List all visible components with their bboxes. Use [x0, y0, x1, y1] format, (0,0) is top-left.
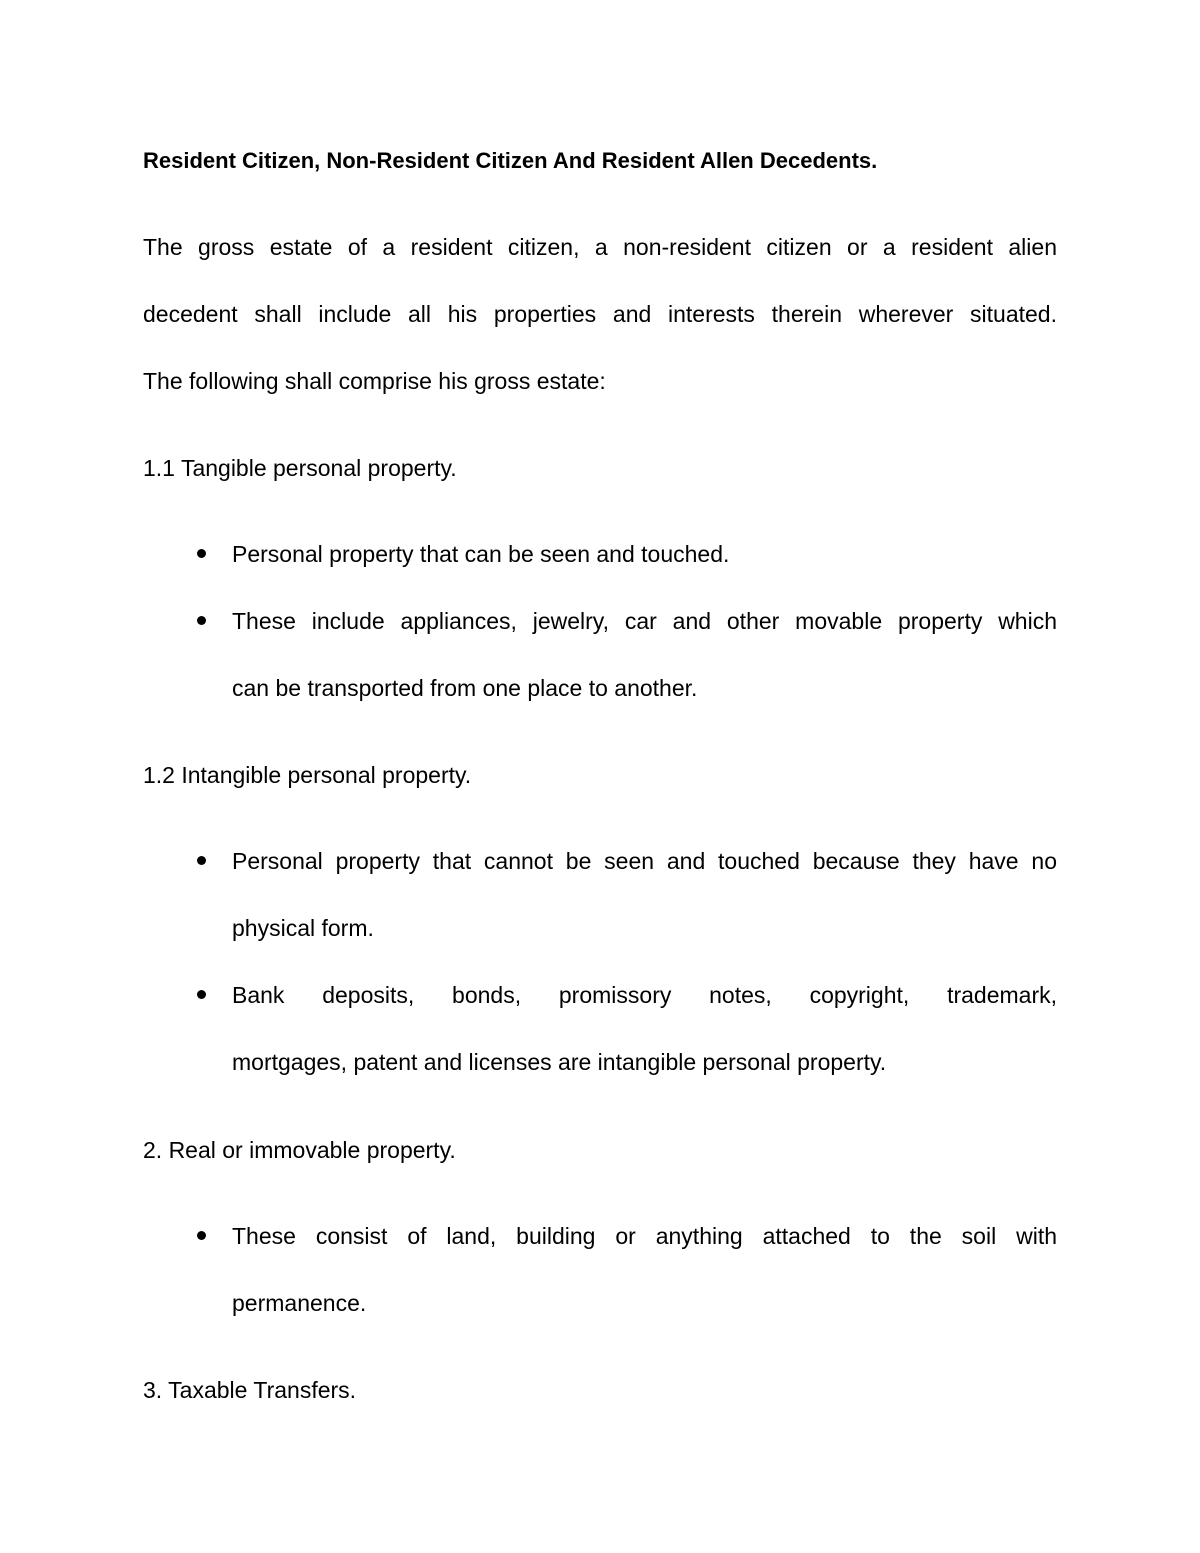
bullet-text-continuation: can be transported from one place to another. [232, 675, 698, 701]
intro-line-2: decedent shall include all his properties and interests therein wherever situated. [143, 301, 1057, 327]
bullet-icon [197, 1231, 206, 1240]
document-title: Resident Citizen, Non-Resident Citizen And Resident Allen Decedents. [143, 148, 878, 173]
bullet-text-continuation: mortgages, patent and licenses are intangible personal property. [232, 1049, 887, 1075]
bullet-icon [197, 856, 206, 865]
bullet-icon [197, 616, 206, 625]
bullet-text: These consist of land, building or anything attached to the soil with [232, 1223, 1057, 1249]
intro-line-3: The following shall comprise his gross estate: [143, 368, 606, 394]
section-heading-2: 2. Real or immovable property. [143, 1137, 456, 1163]
intro-line-1: The gross estate of a resident citizen, a non-resident citizen or a resident alien [143, 234, 1057, 260]
bullet-icon [197, 549, 206, 558]
bullet-text: These include appliances, jewelry, car and other movable property which [232, 608, 1057, 634]
section-heading-3: 3. Taxable Transfers. [143, 1377, 357, 1403]
section-heading-1-1: 1.1 Tangible personal property. [143, 455, 457, 481]
section-heading-1-2: 1.2 Intangible personal property. [143, 762, 472, 788]
bullet-text: Bank deposits, bonds, promissory notes, copyright, trademark, [232, 982, 1057, 1008]
bullet-text: Personal property that can be seen and touched. [232, 541, 730, 567]
bullet-text: Personal property that cannot be seen and touched because they have no [232, 848, 1057, 874]
bullet-icon [197, 990, 206, 999]
bullet-text-continuation: physical form. [232, 915, 374, 941]
bullet-text-continuation: permanence. [232, 1290, 367, 1316]
